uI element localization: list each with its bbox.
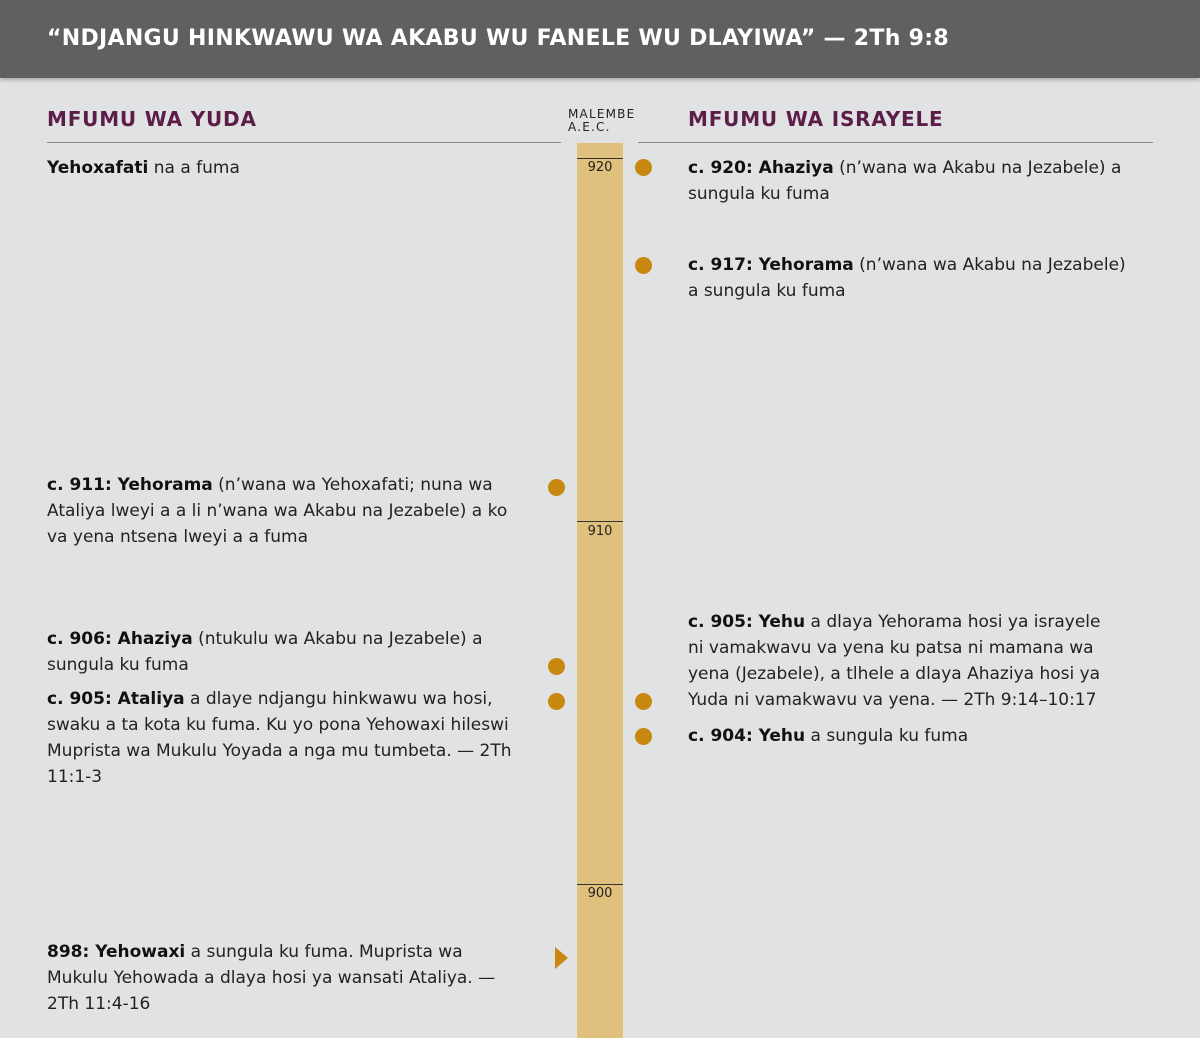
- event-arrow-marker: [555, 947, 568, 969]
- entry-date-name: c. 906: Ahaziya: [47, 629, 193, 649]
- judah-column-heading: MFUMU WA YUDA: [47, 107, 257, 131]
- event-dot-marker: [548, 693, 565, 710]
- timeline-tick-label: 920: [587, 160, 613, 175]
- event-dot-marker: [635, 159, 652, 176]
- judah-heading-rule: [47, 142, 561, 143]
- entry-text: (n’wana wa Akabu na Jezabele) a sungula ku fuma: [688, 255, 1126, 301]
- entry-text: a sungula ku fuma: [805, 726, 969, 746]
- entry-date-name: Yehoxafati: [47, 158, 149, 178]
- israel-heading-rule: [638, 142, 1153, 143]
- timeline-bar: [577, 143, 623, 1038]
- page-title: “NDJANGU HINKWAWU WA AKABU WU FANELE WU DLAYIWA” — 2Th 9:8: [47, 26, 949, 51]
- axis-label-line1: MALEMBE: [568, 107, 636, 121]
- entry-text: na a fuma: [148, 158, 240, 178]
- entry-text: a sungula ku fuma. Muprista wa Mukulu Yehowada a dlaya hosi ya wansati Ataliya. — 2Th 11:4-16: [47, 942, 496, 1014]
- timeline-tick: [577, 884, 623, 885]
- entry-text: (n’wana wa Yehoxafati; nuna wa Ataliya lweyi a a li n’wana wa Akabu na Jezabele) a ko va yena ntsena lweyi a a fuma: [47, 475, 508, 547]
- timeline-tick: [577, 521, 623, 522]
- entry-date-name: c. 917: Yehorama: [688, 255, 854, 275]
- judah-entry: [47, 686, 522, 790]
- israel-entry: [688, 155, 1128, 207]
- judah-entry: [47, 939, 517, 1017]
- event-dot-marker: [635, 257, 652, 274]
- entry-date-name: c. 905: Yehu: [688, 612, 806, 632]
- israel-entry: [688, 609, 1108, 713]
- timeline-tick-label: 910: [587, 524, 613, 539]
- timeline-tick-label: 900: [587, 886, 613, 901]
- axis-label: [568, 108, 635, 134]
- israel-entry: [688, 723, 1128, 749]
- timeline-tick: [577, 158, 623, 159]
- entry-text: (ntukulu wa Akabu na Jezabele) a sungula ku fuma: [47, 629, 483, 675]
- judah-entry: [47, 626, 517, 678]
- event-dot-marker: [635, 693, 652, 710]
- entry-text: a dlaya Yehorama hosi ya israyele ni vamakwavu va yena ku patsa ni mamana wa yena (Jezabele), a tlhele a dlaya Ahaziya hosi ya Yuda ni vamakwavu va yena. — 2Th 9:14–10:17: [688, 612, 1101, 710]
- entry-date-name: 898: Yehowaxi: [47, 942, 186, 962]
- event-dot-marker: [548, 658, 565, 675]
- entry-date-name: c. 904: Yehu: [688, 726, 806, 746]
- judah-entry: [47, 472, 517, 550]
- entry-date-name: c. 905: Ataliya: [47, 689, 185, 709]
- entry-date-name: c. 911: Yehorama: [47, 475, 213, 495]
- entry-text: a dlaye ndjangu hinkwawu wa hosi, swaku a ta kota ku fuma. Ku yo pona Yehowaxi hileswi Muprista wa Mukulu Yoyada a nga mu tumbeta. — 2Th 11:1-3: [47, 689, 512, 787]
- entry-text: (n’wana wa Akabu na Jezabele) a sungula ku fuma: [688, 158, 1122, 204]
- israel-entry: [688, 252, 1128, 304]
- axis-label-line2: A.E.C.: [568, 120, 611, 134]
- event-dot-marker: [548, 479, 565, 496]
- israel-column-heading: MFUMU WA ISRAYELE: [688, 107, 944, 131]
- event-dot-marker: [635, 728, 652, 745]
- judah-entry: [47, 155, 547, 181]
- title-banner: [0, 0, 1200, 78]
- entry-date-name: c. 920: Ahaziya: [688, 158, 834, 178]
